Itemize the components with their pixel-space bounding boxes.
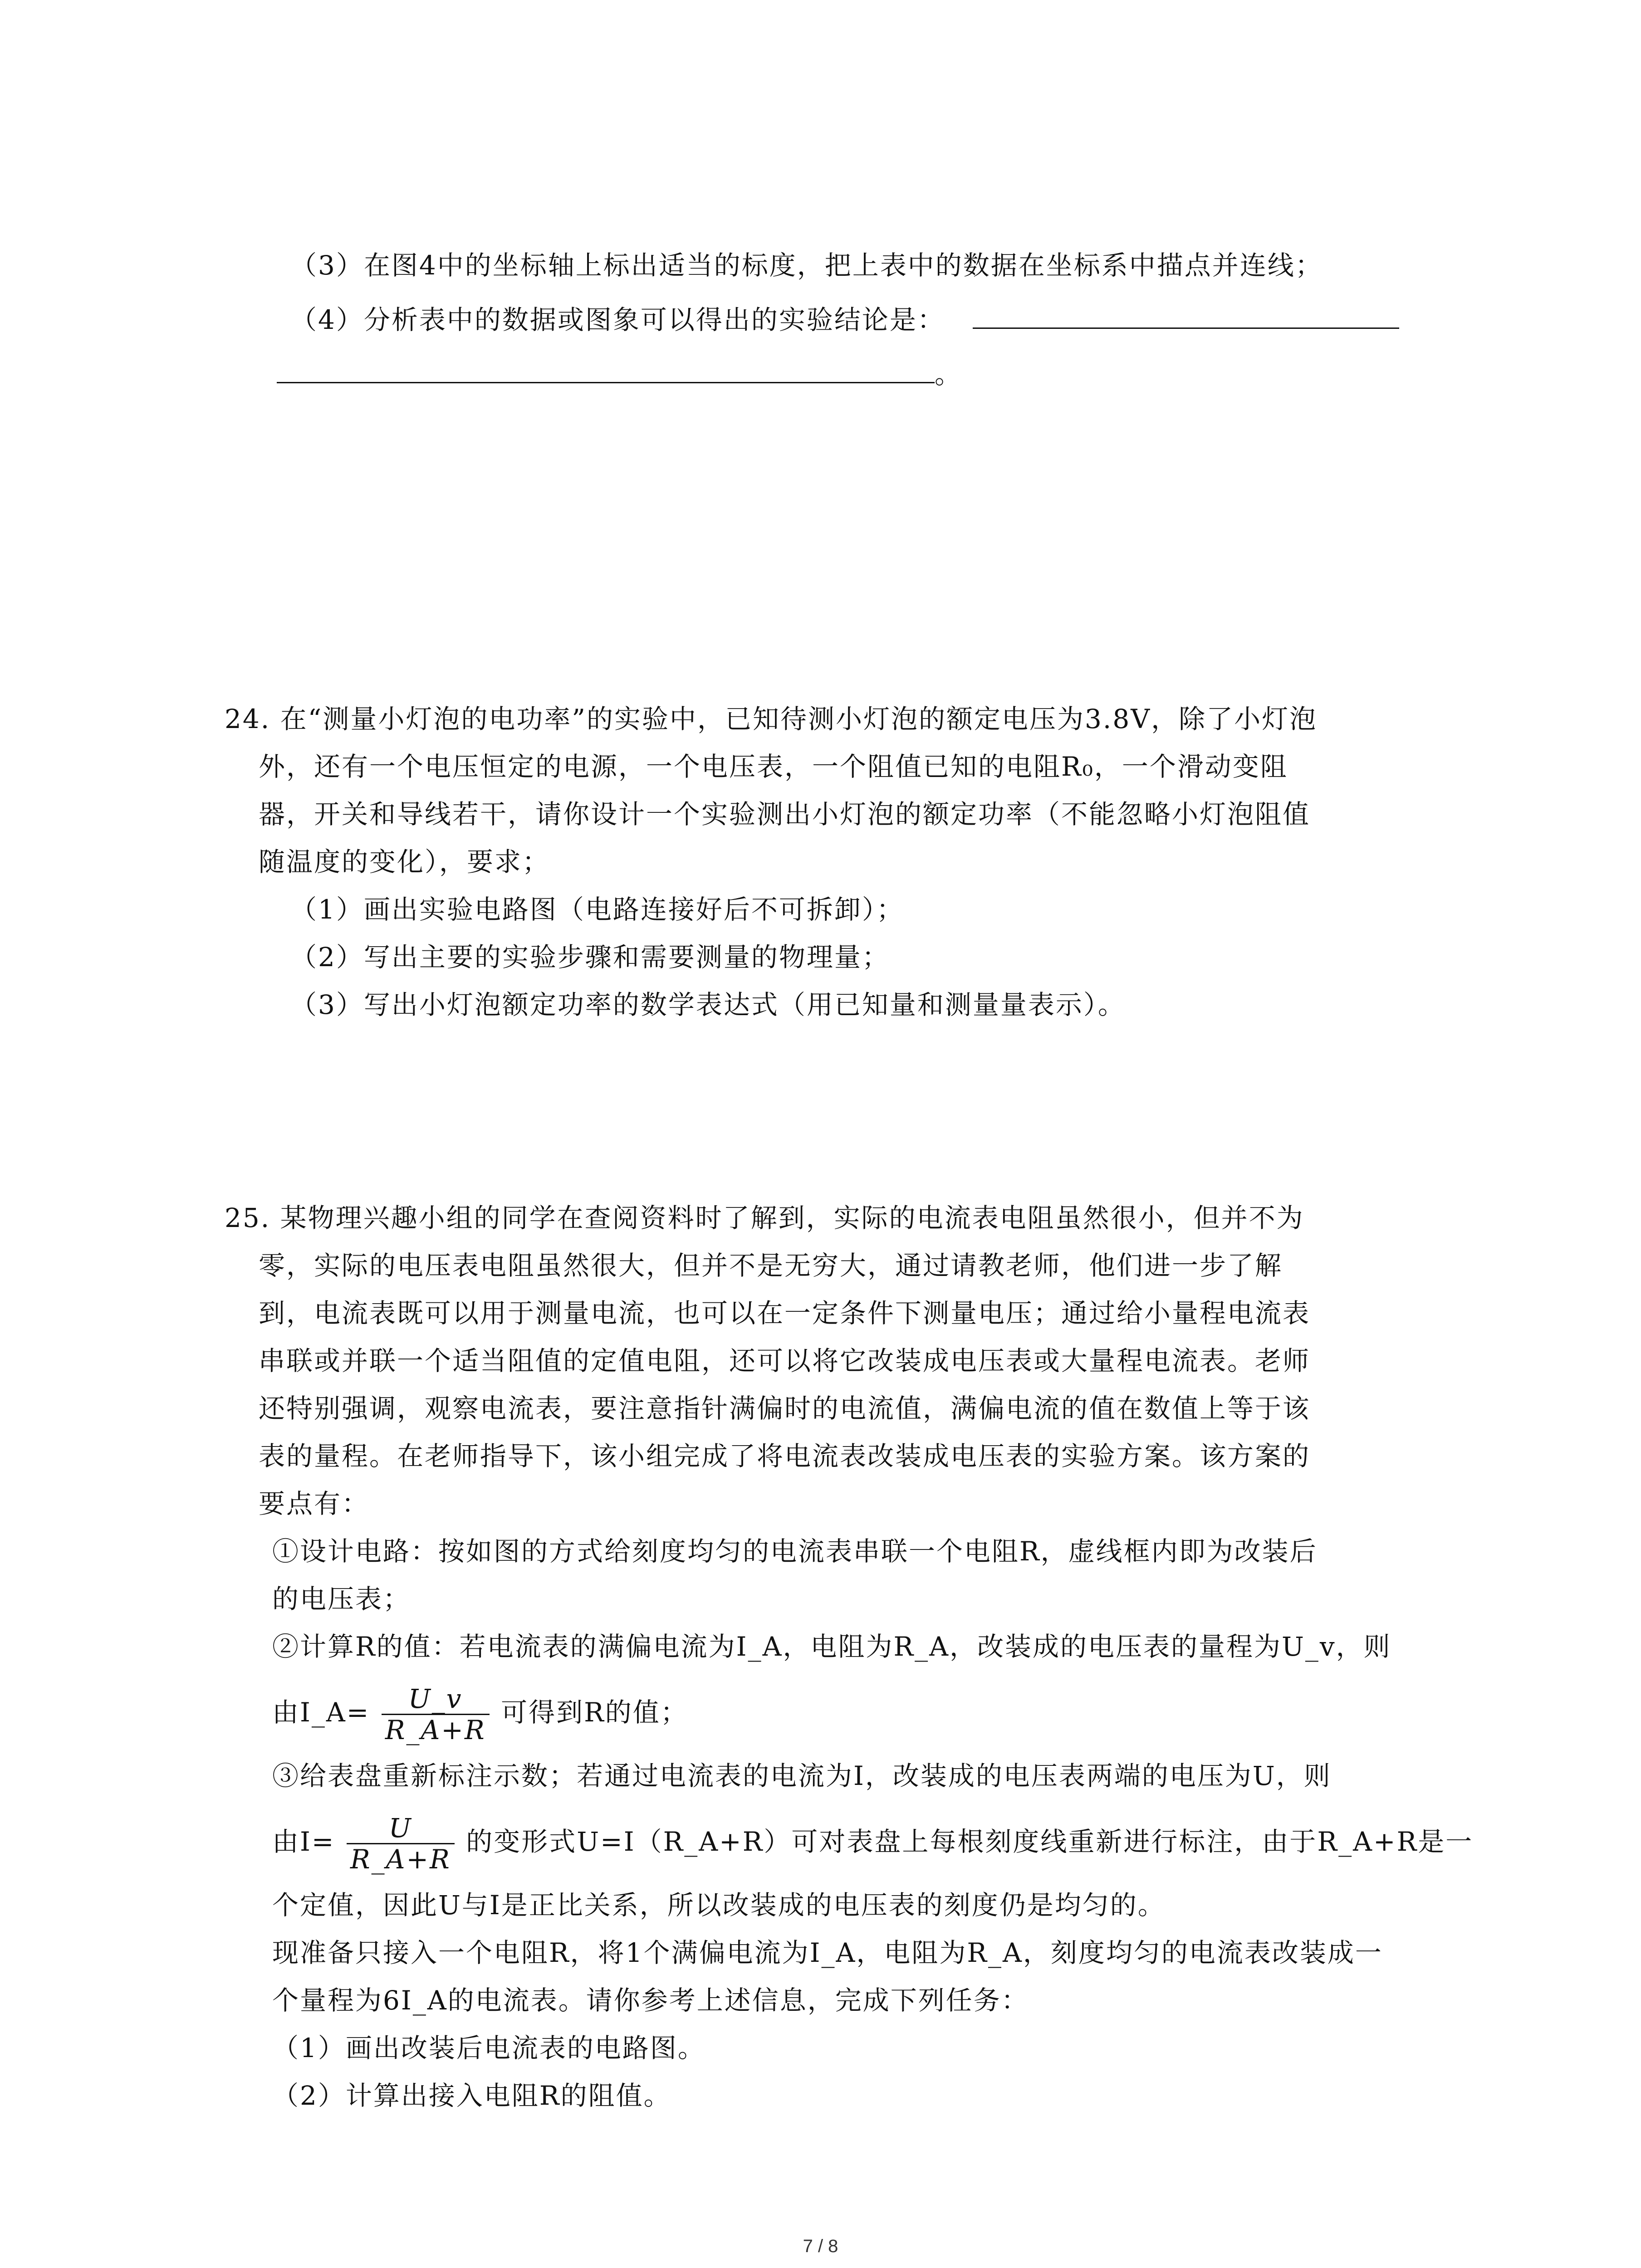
q25-line: 到，电流表既可以用于测量电流，也可以在一定条件下测量电压；通过给小量程电流表 — [259, 1298, 1311, 1329]
fraction — [382, 1684, 490, 1745]
q25-line: 25. 某物理兴趣小组的同学在查阅资料时了解到，实际的电流表电阻虽然很小，但并不为 — [225, 1202, 1304, 1233]
q24-line: 随温度的变化），要求； — [259, 846, 550, 877]
formula-suffix: 的变形式U=I（R_A+R）可对表盘上每根刻度线重新进行标注，由于R_A+R是一 — [466, 1826, 1474, 1857]
q25-line: 串联或并联一个适当阻值的定值电阻，还可以将它改装成电压表或大量程电流表。老师 — [259, 1345, 1311, 1376]
q25-point-1: ①设计电路：按如图的方式给刻度均匀的电流表串联一个电阻R，虚线框内即为改装后 — [272, 1536, 1318, 1567]
answer-blank[interactable] — [277, 357, 935, 383]
q25-point-3: ③给表盘重新标注示数；若通过电流表的电流为I，改装成的电压表两端的电压为U，则 — [272, 1760, 1332, 1791]
q24-line: 24. 在“测量小灯泡的电功率”的实验中，已知待测小灯泡的额定电压为3.8V，除了小灯泡 — [225, 704, 1318, 734]
q23-item-4-cont — [277, 356, 962, 392]
fraction-numerator: U_v — [382, 1684, 490, 1715]
fraction — [347, 1813, 455, 1874]
formula-suffix: 可得到R的值； — [501, 1697, 688, 1728]
q23-item-4 — [290, 302, 1399, 338]
answer-blank[interactable] — [973, 303, 1399, 329]
q23-item-4-text: （4）分析表中的数据或图象可以得出的实验结论是： — [290, 304, 945, 335]
q25-task-1: （1）画出改装后电流表的电路图。 — [272, 2033, 705, 2063]
q25-point-2: ②计算R的值：若电流表的满偏电流为I_A，电阻为R_A，改装成的电压表的量程为U_v，则 — [272, 1631, 1391, 1662]
fraction-denominator: R_A+R — [385, 1715, 486, 1746]
q25-formula-1 — [272, 1678, 688, 1746]
period: 。 — [935, 359, 963, 390]
q25-line: 表的量程。在老师指导下，该小组完成了将电流表改装成电压表的实验方案。该方案的 — [259, 1441, 1311, 1471]
formula-prefix: 由I_A= — [272, 1697, 370, 1728]
q24-requirement-2: （2）写出主要的实验步骤和需要测量的物理量； — [290, 942, 890, 973]
page-number: 7 / 8 — [803, 2236, 838, 2256]
q25-point-1-cont: 的电压表； — [272, 1584, 411, 1614]
fraction-denominator: R_A+R — [350, 1844, 451, 1875]
q24-requirement-1: （1）画出实验电路图（电路连接好后不可拆卸）； — [290, 894, 904, 925]
q25-task-statement: 现准备只接入一个电阻R，将1个满偏电流为I_A，电阻为R_A，刻度均匀的电流表改装成一 — [272, 1937, 1383, 1968]
q25-line: 零，实际的电压表电阻虽然很大，但并不是无穷大，通过请教老师，他们进一步了解 — [259, 1250, 1283, 1281]
q24-line: 外，还有一个电压恒定的电源，一个电压表，一个阻值已知的电阻R₀，一个滑动变阻 — [259, 751, 1288, 782]
q25-line: 还特别强调，观察电流表，要注意指针满偏时的电流值，满偏电流的值在数值上等于该 — [259, 1393, 1311, 1424]
q25-point-3-cont: 个定值，因此U与I是正比关系，所以改装成的电压表的刻度仍是均匀的。 — [272, 1890, 1166, 1921]
q24-requirement-3: （3）写出小灯泡额定功率的数学表达式（用已知量和测量量表示）。 — [290, 989, 1126, 1020]
fraction-numerator: U — [347, 1813, 455, 1844]
formula-prefix: 由I= — [272, 1826, 335, 1857]
q25-task-statement-cont: 个量程为6I_A的电流表。请你参考上述信息，完成下列任务： — [272, 1985, 1029, 2016]
q23-item-3: （3）在图4中的坐标轴上标出适当的标度，把上表中的数据在坐标系中描点并连线； — [290, 250, 1323, 281]
q25-formula-2 — [272, 1808, 1473, 1876]
q24-line: 器，开关和导线若干，请你设计一个实验测出小灯泡的额定功率（不能忽略小灯泡阻值 — [259, 799, 1311, 830]
q25-line: 要点有： — [259, 1488, 370, 1519]
q25-task-2: （2）计算出接入电阻R的阻值。 — [272, 2080, 671, 2111]
